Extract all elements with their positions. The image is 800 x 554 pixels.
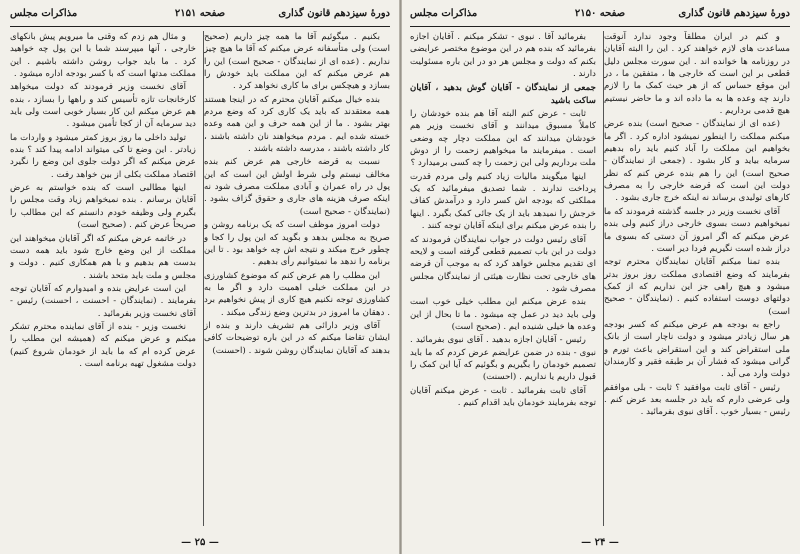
paragraph: بفرمائید آقا . نبوی - تشکر میکنم . آقایان اجازه بفرمائید که بنده هم در این موضوع مختصر عرایضی بکنم که دولت و مجلس هر دو در این باره مسئولیت دارند .: [410, 32, 596, 80]
running-header: [10, 8, 390, 24]
running-header: [410, 8, 790, 24]
paragraph: و کنم در ایران مطلقاً وجود ندارد آنوقت مساعدت های لازم خواهند کرد . این را البته آقایان در روزنامه ها خوانده اند . این سورت مجلس دلیل قطعی بر این است که خارجی ها ، متفقین ما ، در این موقع حساس که از هر حیث کمک ما را لازم دارند چه وعده ها به ما داده اند و ما حاضر نیستیم هیچ قدمی برداریم .: [604, 32, 790, 117]
book-gutter: [399, 0, 402, 554]
paragraph: نخست وزیر - بنده از آقای نماینده محترم تشکر میکنم و عرض میکنم که (همیشه این مطلب را عرض کرده ام که ما باید از خودمان شروع کنیم) دولت مشغول تهیه برنامه است .: [10, 321, 196, 369]
paragraph: ثابت - عرض کنم البته آقا هم بنده خودشان را کاملاً مسبوق میدانند و آقای نخست وزیر هم خودشان میدانند که این مملکت دچار چه وضعی است . میفرمایند ما میخواهیم زحمت را از دوش ملت برداریم ولی این زحمت را چه کسی برمیدارد ؟: [410, 109, 596, 169]
paragraph: اینها میگویند مالیات زیاد کنیم ولی مردم قدرت پرداخت ندارند . شما تصدیق میفرمائید که یک مملکتی که بودجه اش کسر دارد و درآمدش کفاف خرجش را نمیدهد باید از یک جائی کمک بگیرد . اینها را بنده عرض میکنم برای اینکه آقایان توجه کنند .: [410, 171, 596, 232]
speaker-heading: جمعی از نمایندگان - آقایان گوش بدهید ، آقایان ساکت باشید: [410, 83, 596, 106]
paragraph: این است عرایض بنده و امیدوارم که آقایان توجه بفرمایند . (نمایندگان - احسنت ، احسنت) رئیس - آقای نخست وزیر بفرمائید .: [10, 283, 196, 319]
paragraph: و مثال هم زدم که وقتی ما میرویم پیش بانکهای خارجی ، آنها میپرسند شما با این پول چه خواهید کرد . ما باید جواب روشن داشته باشیم . این مملکت مدتها است که با کسر بودجه اداره میشود .: [10, 32, 196, 80]
paragraph: دولت امروز موظف است که یک برنامه روشن و صریح به مجلس بدهد و بگوید که این پول را کجا و چطور خرج میکند و نتیجه اش چه خواهد بود . تا این برنامه را ندهد ما نمیتوانیم رأی بدهیم .: [204, 220, 390, 268]
paragraph: آقای ثابت بفرمائید . ثابت - عرض میکنم آقایان توجه بفرمایند خودمان باید اقدام کنیم .: [410, 385, 596, 408]
paragraph: رئیس - آقایان اجازه بدهید . آقای نبوی بفرمائید . نبوی - بنده در ضمن عرایضم عرض کردم که ما باید تصمیم خودمان را بگیریم و بگوئیم که آیا این کمک را قبول داریم یا نداریم . (احسنت): [410, 335, 596, 383]
paragraph: (عده ای از نمایندگان - صحیح است) بنده عرض میکنم مملکت را اینطور نمیشود اداره کرد . اگر ما بخواهیم این مملکت را آباد کنیم باید راه بدهیم سرمایه بیاید و کار بشود . (جمعی از نمایندگان - صحیح است) این را هم بنده عرض کنم که نظر دولت این است که قرضه خارجی را به مصرف کارهای تولیدی برساند نه اینکه خرج جاری بشود .: [604, 119, 790, 204]
header-session: دورهٔ سیزدهم قانون گذاری: [278, 8, 390, 19]
text-column-right: [204, 31, 390, 526]
header-title: مذاکرات مجلس: [410, 8, 478, 19]
paragraph: راجع به بودجه هم عرض میکنم که کسر بودجه هر سال زیادتر میشود و دولت ناچار است از بانک ملی استقراض کند و این استقراض باعث تورم و گرانی میشود که فشار آن بر طبقه فقیر و کارمندان دولت وارد می آید .: [604, 319, 790, 380]
paragraph: رئیس - آقای ثابت موافقید ؟ ثابت - بلی موافقم ولی عرضی دارم که باید در جلسه بعد عرض کنم . رئیس - بسیار خوب . آقای نبوی بفرمائید .: [604, 382, 790, 418]
paragraph: آقای رئیس دولت در جواب نمایندگان فرمودند که دولت در این باب تصمیم قطعی گرفته است و لایحه ای تقدیم مجلس خواهد کرد که به موجب آن قرضه های خارجی تحت نظارت هیئتی از نمایندگان مجلس مصرف شود .: [410, 234, 596, 294]
paragraph: نسبت به قرضه خارجی هم عرض کنم بنده مخالف نیستم ولی شرط اولش این است که این پول در راه عمران و آبادی مملکت مصرف شود نه اینکه صرف هزینه های جاری و حقوق گزاف بشود . (نمایندگان - صحیح است): [204, 157, 390, 217]
text-column-left: [10, 31, 196, 526]
header-page-number: صفحه ۲۱۵۱: [174, 8, 226, 19]
column-divider: [203, 31, 204, 526]
header-title: مذاکرات مجلس: [10, 8, 78, 19]
paragraph: بکنیم . میگوئیم آقا ما همه چیز داریم (صحیح است) ولی متأسفانه عرض میکنم که آقا ما هیچ چیز نداریم . (عده ای از نمایندگان - صحیح است) این را هم عرض میکنم که این مملکت باید خودش را بسازد و هیچکس برای ما کاری نخواهد کرد .: [204, 32, 390, 92]
paragraph: این مطلب را هم عرض کنم که موضوع کشاورزی در این مملکت خیلی اهمیت دارد و اگر ما به کشاورزی توجه نکنیم هیچ کاری از پیش نخواهیم برد . دهقان ما امروز در بدترین وضع زندگی میکند .: [204, 270, 390, 318]
column-divider: [603, 31, 604, 526]
text-columns: [410, 31, 790, 526]
header-rule: [10, 26, 390, 27]
paragraph: اینها مطالبی است که بنده خواستم به عرض آقایان برسانم . بنده نمیخواهم زیاد وقت مجلس را بگیرم ولی وظیفه خودم دانستم که این مطالب را صریحاً عرض کنم . (صحیح است): [10, 183, 196, 231]
paragraph: آقای نخست وزیر در جلسه گذشته فرمودند که ما نمیخواهیم دست بسوی خارجی دراز کنیم ولی بنده عرض میکنم که اگر امروز آن دستی که بسوی ما دراز شده است نگیریم فردا دیر است .: [604, 206, 790, 254]
page-folio: — ۲۴ —: [581, 537, 619, 548]
text-column-right: [604, 31, 790, 526]
paragraph: آقای وزیر دارائی هم تشریف دارند و بنده از ایشان تقاضا میکنم که در این باره توضیحات کافی بدهند که آقایان نمایندگان روشن شوند . (احسنت): [204, 320, 390, 356]
paragraph: تولید داخلی ما روز بروز کمتر میشود و واردات ما زیادتر . این وضع تا کی میتواند ادامه پیدا کند ؟ بنده عرض میکنم که اگر دولت جلوی این وضع را نگیرد اقتصاد مملکت بکلی از بین خواهد رفت .: [10, 132, 196, 180]
paragraph: بنده خیال میکنم آقایان محترم که در اینجا هستند همه معتقدند که باید یک کاری کرد که وضع مردم بهتر بشود . ما از این همه حرف و این همه وعده خسته شده ایم . مردم میخواهند نان داشته باشند ، کار داشته باشند ، مدرسه داشته باشند .: [204, 94, 390, 155]
page-left: [6, 0, 394, 554]
header-session: دورهٔ سیزدهم قانون گذاری: [678, 8, 790, 19]
paragraph: در خاتمه عرض میکنم که اگر آقایان میخواهند این مملکت از این وضع خارج شود باید همه دست بدست هم بدهیم و با هم همکاری کنیم . دولت و مجلس و ملت باید متحد باشند .: [10, 233, 196, 281]
text-columns: [10, 31, 390, 526]
paragraph: بنده تمنا میکنم آقایان نمایندگان محترم توجه بفرمایند که وضع اقتصادی مملکت روز بروز بدتر میشود و هیچ راهی جز این نداریم که از کمک دولتهای دوست استفاده کنیم . (نمایندگان - صحیح است): [604, 257, 790, 317]
page-right: [406, 0, 794, 554]
paragraph: بنده عرض میکنم این مطلب خیلی خوب است ولی باید دید در عمل چه میشود . ما تا بحال از این وعده ها خیلی شنیده ایم . (صحیح است): [410, 297, 596, 332]
page-folio: — ۲۵ —: [181, 537, 219, 548]
text-column-left: [410, 31, 596, 526]
header-rule: [410, 26, 790, 27]
paragraph: آقای نخست وزیر فرمودند که دولت میخواهد کارخانجات تازه تأسیس کند و راهها را بسازد ، بنده هم عرض میکنم این کار بسیار خوبی است ولی باید دید سرمایه آن از کجا تأمین میشود .: [10, 82, 196, 130]
header-page-number: صفحه ۲۱۵۰: [574, 8, 626, 19]
